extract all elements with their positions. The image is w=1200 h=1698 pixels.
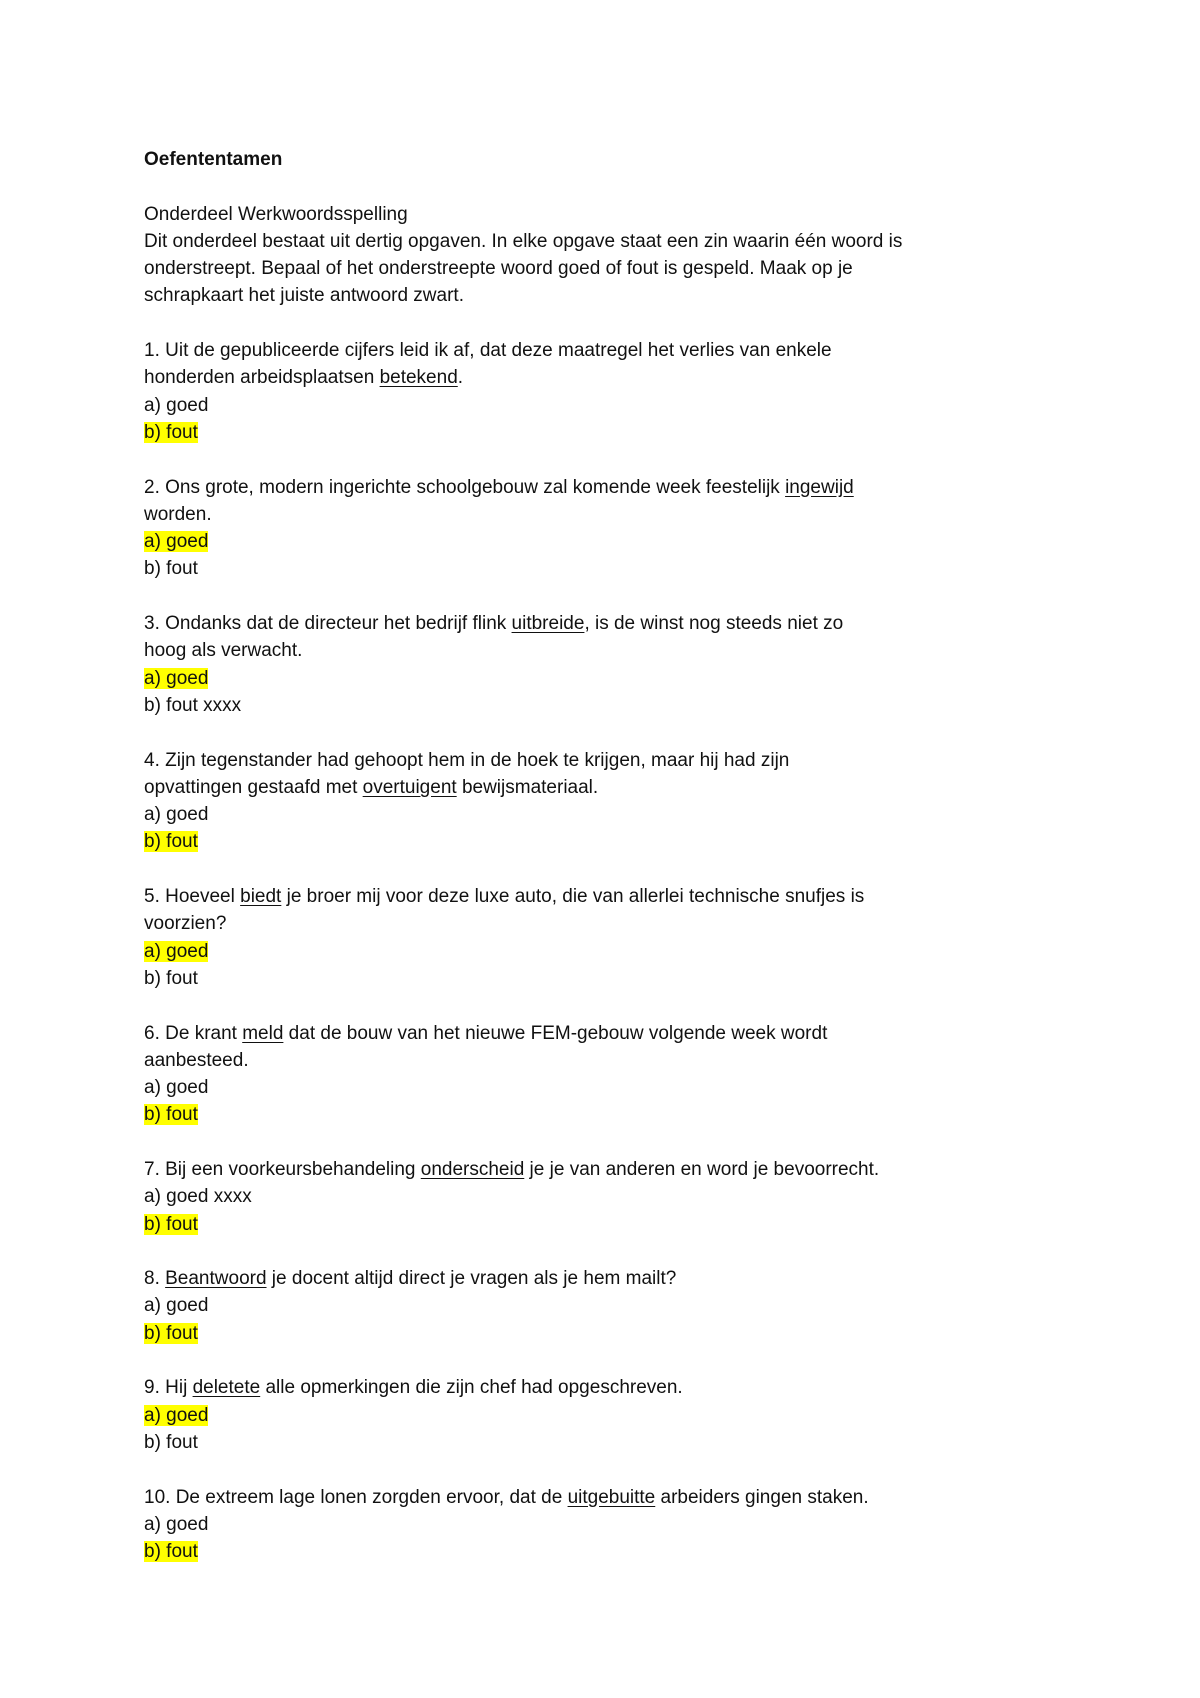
question-text-line	[144, 1374, 984, 1401]
underlined-word: deletete	[192, 1377, 261, 1399]
question-text-line	[144, 747, 984, 774]
question-text: 2. Ons grote, modern ingerichte schoolgebouw zal komende week feestelijk	[144, 476, 786, 498]
underlined-word: onderscheid	[420, 1158, 525, 1180]
answer-option	[144, 801, 984, 828]
spacer	[144, 310, 984, 337]
answer-label: b) fout	[144, 1431, 198, 1453]
question-text: , is de winst nog steeds niet zo	[584, 613, 844, 635]
answer-option	[144, 528, 984, 555]
answer-option	[144, 1292, 984, 1319]
question-text-line	[144, 883, 984, 910]
highlighted-answer: a) goed	[144, 1404, 209, 1426]
question-list	[144, 337, 984, 1565]
question-text-line	[144, 1047, 984, 1074]
question-5	[144, 883, 984, 992]
answer-label: a) goed xxxx	[144, 1186, 252, 1208]
question-3	[144, 610, 984, 719]
answer-option	[144, 1074, 984, 1101]
answer-option	[144, 938, 984, 965]
answer-option	[144, 1402, 984, 1429]
underlined-word: ingewijd	[785, 476, 854, 498]
question-2	[144, 474, 984, 583]
answer-option	[144, 392, 984, 419]
question-text: 10. De extreem lage lonen zorgden ervoor, dat de	[144, 1486, 568, 1508]
intro-line: schrapkaart het juiste antwoord zwart.	[144, 285, 464, 307]
underlined-word: overtuigent	[362, 776, 457, 798]
answer-option	[144, 1320, 984, 1347]
question-text-line	[144, 1484, 984, 1511]
document-page	[144, 146, 984, 1593]
intro-line: onderstreept. Bepaal of het onderstreepte woord goed of fout is gespeld. Maak op je	[144, 258, 853, 280]
question-text-line	[144, 774, 984, 801]
question-text: 4. Zijn tegenstander had gehoopt hem in de hoek te krijgen, maar hij had zijn	[144, 749, 790, 771]
question-text: 5. Hoeveel	[144, 886, 241, 908]
answer-option	[144, 555, 984, 582]
intro-line: Dit onderdeel bestaat uit dertig opgaven. In elke opgave staat een zin waarin één woord is	[144, 230, 903, 252]
question-text: arbeiders gingen staken.	[655, 1486, 869, 1508]
answer-label: b) fout xxxx	[144, 694, 242, 716]
underlined-word: meld	[242, 1022, 284, 1044]
question-9	[144, 1374, 984, 1456]
answer-label: a) goed	[144, 394, 209, 416]
question-6	[144, 1020, 984, 1129]
underlined-word: uitbreide	[511, 613, 585, 635]
answer-label: a) goed	[144, 1295, 209, 1317]
highlighted-answer: b) fout	[144, 831, 198, 853]
underlined-word: betekend	[379, 367, 458, 389]
highlighted-answer: b) fout	[144, 1322, 198, 1344]
answer-option	[144, 1183, 984, 1210]
question-text: hoog als verwacht.	[144, 640, 303, 662]
intro-paragraph	[144, 228, 984, 310]
answer-option	[144, 1101, 984, 1128]
question-text-line	[144, 1020, 984, 1047]
highlighted-answer: a) goed	[144, 531, 209, 553]
question-text: worden.	[144, 503, 212, 525]
answer-option	[144, 828, 984, 855]
question-text: je broer mij voor deze luxe auto, die van allerlei technische snufjes is	[281, 886, 865, 908]
answer-label: b) fout	[144, 558, 198, 580]
question-text-line	[144, 337, 984, 364]
question-text-line	[144, 1265, 984, 1292]
question-text-line	[144, 610, 984, 637]
question-text-line	[144, 1156, 984, 1183]
answer-option	[144, 1538, 984, 1565]
question-text: 1. Uit de gepubliceerde cijfers leid ik af, dat deze maatregel het verlies van enkele	[144, 340, 832, 362]
answer-option	[144, 965, 984, 992]
question-10	[144, 1484, 984, 1566]
question-text: aanbesteed.	[144, 1049, 249, 1071]
underlined-word: biedt	[240, 886, 282, 908]
question-text: alle opmerkingen die zijn chef had opgeschreven.	[260, 1377, 683, 1399]
question-text: honderden arbeidsplaatsen	[144, 367, 380, 389]
question-text: 3. Ondanks dat de directeur het bedrijf flink	[144, 613, 512, 635]
section-heading: Onderdeel Werkwoordsspelling	[144, 203, 408, 225]
question-text: dat de bouw van het nieuwe FEM-gebouw volgende week wordt	[283, 1022, 828, 1044]
answer-option	[144, 1211, 984, 1238]
question-text: 9. Hij	[144, 1377, 193, 1399]
question-text-line	[144, 474, 984, 501]
answer-option	[144, 419, 984, 446]
question-text: .	[457, 367, 464, 389]
question-text: voorzien?	[144, 913, 227, 935]
answer-option	[144, 692, 984, 719]
highlighted-answer: b) fout	[144, 421, 198, 443]
question-8	[144, 1265, 984, 1347]
question-1	[144, 337, 984, 446]
underlined-word: Beantwoord	[165, 1268, 267, 1290]
highlighted-answer: a) goed	[144, 940, 209, 962]
question-4	[144, 747, 984, 856]
question-text-line	[144, 501, 984, 528]
question-text: 8.	[144, 1268, 166, 1290]
answer-label: a) goed	[144, 1513, 209, 1535]
answer-label: a) goed	[144, 1077, 209, 1099]
spacer	[144, 173, 984, 200]
question-text: je docent altijd direct je vragen als je hem mailt?	[266, 1268, 677, 1290]
answer-label: b) fout	[144, 967, 198, 989]
question-text: opvattingen gestaafd met	[144, 776, 363, 798]
question-text-line	[144, 637, 984, 664]
document-title: Oefententamen	[144, 149, 283, 170]
answer-label: a) goed	[144, 804, 209, 826]
question-text: bewijsmateriaal.	[456, 776, 599, 798]
highlighted-answer: b) fout	[144, 1213, 198, 1235]
question-text-line	[144, 910, 984, 937]
question-7	[144, 1156, 984, 1238]
highlighted-answer: a) goed	[144, 667, 209, 689]
answer-option	[144, 1429, 984, 1456]
highlighted-answer: b) fout	[144, 1104, 198, 1126]
question-text: 7. Bij een voorkeursbehandeling	[144, 1158, 421, 1180]
answer-option	[144, 1511, 984, 1538]
answer-option	[144, 665, 984, 692]
question-text-line	[144, 364, 984, 391]
highlighted-answer: b) fout	[144, 1541, 198, 1563]
underlined-word: uitgebuitte	[567, 1486, 656, 1508]
question-text: 6. De krant	[144, 1022, 243, 1044]
question-text: je je van anderen en word je bevoorrecht.	[524, 1158, 880, 1180]
